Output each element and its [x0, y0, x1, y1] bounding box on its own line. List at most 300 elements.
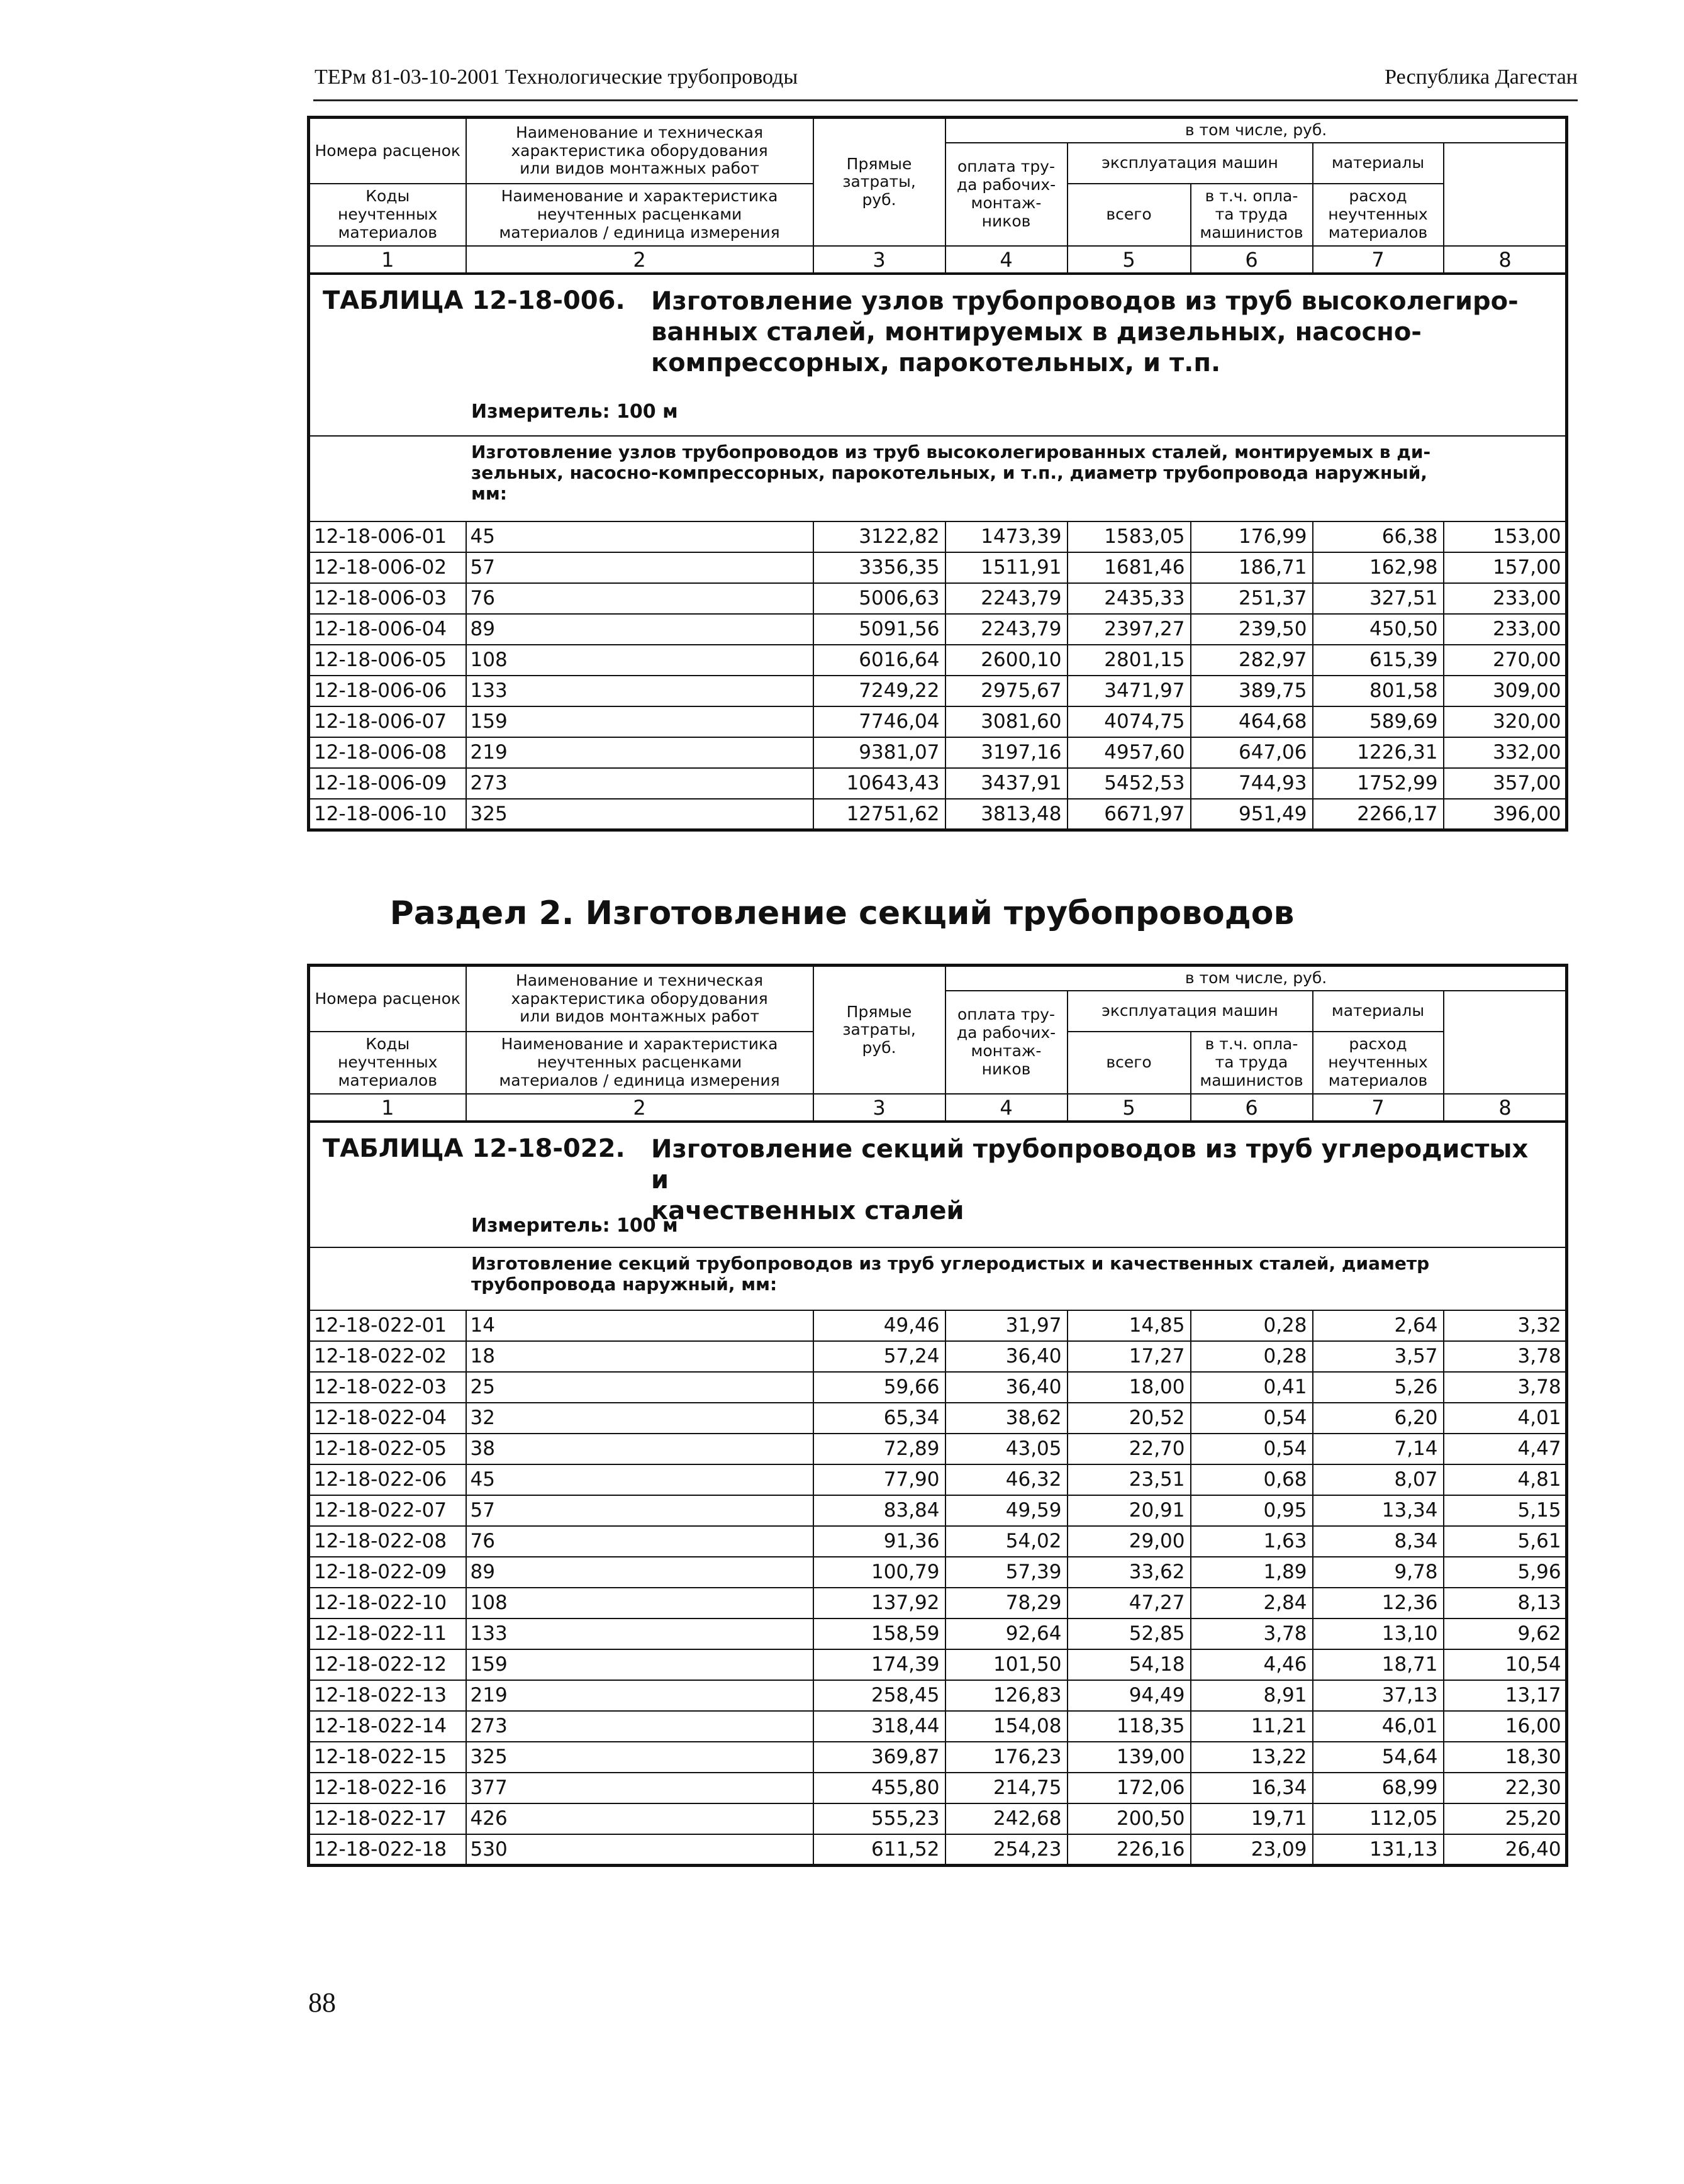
- value-cell: 154,08: [945, 1711, 1068, 1742]
- value-cell: 11,21: [1191, 1711, 1313, 1742]
- table-row: [309, 552, 1567, 583]
- value-cell: 2,64: [1313, 1310, 1444, 1341]
- table-row: [309, 1341, 1567, 1372]
- table-row: [309, 1526, 1567, 1557]
- table-row: [309, 1588, 1567, 1618]
- value-cell: 8,34: [1313, 1526, 1444, 1557]
- table-row: [309, 1372, 1567, 1403]
- rate-code-cell: 12-18-006-08: [309, 737, 466, 768]
- value-cell: 8,91: [1191, 1680, 1313, 1711]
- value-cell: 118,35: [1068, 1711, 1191, 1742]
- unit-of-measure: Измеритель: 100 м: [471, 401, 678, 423]
- value-cell: 59,66: [813, 1372, 945, 1403]
- value-cell: 0,95: [1191, 1495, 1313, 1526]
- header-rate-numbers: Номера расценок: [309, 966, 466, 1032]
- value-cell: 1226,31: [1313, 737, 1444, 768]
- value-cell: 2435,33: [1068, 583, 1191, 614]
- header-machinist-pay: в т.ч. опла- та труда машинистов: [1191, 1032, 1313, 1095]
- table-row: [309, 1310, 1567, 1341]
- header-material-codes: Коды неучтенных материалов: [309, 1032, 466, 1095]
- table-row: [309, 645, 1567, 676]
- header-machine-operation: эксплуатация машин: [1068, 991, 1313, 1032]
- diameter-cell: 133: [466, 1618, 813, 1649]
- value-cell: 94,49: [1068, 1680, 1191, 1711]
- rate-code-cell: 12-18-022-06: [309, 1464, 466, 1495]
- value-cell: 13,22: [1191, 1742, 1313, 1773]
- value-cell: 23,09: [1191, 1834, 1313, 1865]
- header-materials: материалы: [1313, 143, 1444, 184]
- value-cell: 78,29: [945, 1588, 1068, 1618]
- diameter-cell: 530: [466, 1834, 813, 1865]
- rate-code-cell: 12-18-006-04: [309, 614, 466, 645]
- rate-code-cell: 12-18-022-12: [309, 1649, 466, 1680]
- diameter-cell: 45: [466, 521, 813, 552]
- header-direct-costs: Прямые затраты, руб.: [813, 966, 945, 1095]
- table-row: [309, 1711, 1567, 1742]
- value-cell: 4,01: [1444, 1403, 1567, 1434]
- diameter-cell: 14: [466, 1310, 813, 1341]
- value-cell: 5091,56: [813, 614, 945, 645]
- table-row: [309, 1618, 1567, 1649]
- rate-code-cell: 12-18-022-18: [309, 1834, 466, 1865]
- value-cell: 1473,39: [945, 521, 1068, 552]
- value-cell: 137,92: [813, 1588, 945, 1618]
- value-cell: 615,39: [1313, 645, 1444, 676]
- diameter-cell: 325: [466, 1742, 813, 1773]
- group-subheader: Изготовление секций трубопроводов из труб углеродистых и качественных сталей, диаметр трубопровода наружный, мм:: [309, 1247, 1567, 1310]
- value-cell: 12,36: [1313, 1588, 1444, 1618]
- column-number: 8: [1444, 246, 1567, 274]
- value-cell: 0,54: [1191, 1403, 1313, 1434]
- header-machine-operation: эксплуатация машин: [1068, 143, 1313, 184]
- table-label: ТАБЛИЦА 12-18-022.: [323, 1134, 625, 1164]
- diameter-cell: 133: [466, 676, 813, 706]
- value-cell: 2975,67: [945, 676, 1068, 706]
- diameter-cell: 89: [466, 1557, 813, 1588]
- rate-code-cell: 12-18-022-05: [309, 1434, 466, 1464]
- diameter-cell: 38: [466, 1434, 813, 1464]
- header-work-name: Наименование и техническая характеристика оборудования или видов монтажных работ: [466, 966, 813, 1032]
- unit-of-measure: Измеритель: 100 м: [471, 1215, 678, 1237]
- value-cell: 214,75: [945, 1773, 1068, 1803]
- header-materials: материалы: [1313, 991, 1444, 1032]
- value-cell: 9381,07: [813, 737, 945, 768]
- header-including: в том числе, руб.: [945, 118, 1567, 143]
- diameter-cell: 76: [466, 583, 813, 614]
- header-materials-consumption: расход неучтенных материалов: [1313, 1032, 1444, 1095]
- value-cell: 54,18: [1068, 1649, 1191, 1680]
- value-cell: 5,26: [1313, 1372, 1444, 1403]
- value-cell: 0,28: [1191, 1310, 1313, 1341]
- value-cell: 647,06: [1191, 737, 1313, 768]
- value-cell: 318,44: [813, 1711, 945, 1742]
- diameter-cell: 25: [466, 1372, 813, 1403]
- diameter-cell: 108: [466, 1588, 813, 1618]
- value-cell: 17,27: [1068, 1341, 1191, 1372]
- rate-code-cell: 12-18-006-09: [309, 768, 466, 799]
- value-cell: 254,23: [945, 1834, 1068, 1865]
- value-cell: 455,80: [813, 1773, 945, 1803]
- value-cell: 5452,53: [1068, 768, 1191, 799]
- rate-code-cell: 12-18-022-09: [309, 1557, 466, 1588]
- rate-code-cell: 12-18-022-10: [309, 1588, 466, 1618]
- column-number: 3: [813, 1094, 945, 1122]
- column-number: 1: [309, 246, 466, 274]
- value-cell: 8,13: [1444, 1588, 1567, 1618]
- rate-code-cell: 12-18-022-11: [309, 1618, 466, 1649]
- table-row: [309, 799, 1567, 830]
- value-cell: 226,16: [1068, 1834, 1191, 1865]
- value-cell: 5006,63: [813, 583, 945, 614]
- value-cell: 3471,97: [1068, 676, 1191, 706]
- diameter-cell: 377: [466, 1773, 813, 1803]
- table-title-block: [309, 274, 1567, 436]
- value-cell: 555,23: [813, 1803, 945, 1834]
- header-labor-pay: оплата тру- да рабочих- монтаж- ников: [945, 143, 1068, 247]
- column-number: 5: [1068, 246, 1191, 274]
- rate-code-cell: 12-18-006-10: [309, 799, 466, 830]
- rate-code-cell: 12-18-022-13: [309, 1680, 466, 1711]
- rate-code-cell: 12-18-022-04: [309, 1403, 466, 1434]
- value-cell: 174,39: [813, 1649, 945, 1680]
- table-row: [309, 768, 1567, 799]
- value-cell: 4,46: [1191, 1649, 1313, 1680]
- value-cell: 10643,43: [813, 768, 945, 799]
- diameter-cell: 273: [466, 768, 813, 799]
- value-cell: 13,10: [1313, 1618, 1444, 1649]
- value-cell: 0,68: [1191, 1464, 1313, 1495]
- value-cell: 92,64: [945, 1618, 1068, 1649]
- value-cell: 4074,75: [1068, 706, 1191, 737]
- value-cell: 19,71: [1191, 1803, 1313, 1834]
- rate-code-cell: 12-18-022-17: [309, 1803, 466, 1834]
- column-number: 8: [1444, 1094, 1567, 1122]
- column-number: 3: [813, 246, 945, 274]
- value-cell: 101,50: [945, 1649, 1068, 1680]
- diameter-cell: 57: [466, 552, 813, 583]
- value-cell: 68,99: [1313, 1773, 1444, 1803]
- rate-code-cell: 12-18-022-07: [309, 1495, 466, 1526]
- diameter-cell: 76: [466, 1526, 813, 1557]
- value-cell: 57,24: [813, 1341, 945, 1372]
- diameter-cell: 89: [466, 614, 813, 645]
- column-number: 6: [1191, 246, 1313, 274]
- value-cell: 33,62: [1068, 1557, 1191, 1588]
- table-title-block: [309, 1122, 1567, 1247]
- header-labor-pay: оплата тру- да рабочих- монтаж- ников: [945, 991, 1068, 1095]
- rates-table-12-18-006: [307, 116, 1568, 832]
- diameter-cell: 18: [466, 1341, 813, 1372]
- table-row: [309, 1649, 1567, 1680]
- value-cell: 18,30: [1444, 1742, 1567, 1773]
- value-cell: 4,81: [1444, 1464, 1567, 1495]
- page-number: 88: [308, 1987, 336, 2018]
- rate-code-cell: 12-18-006-06: [309, 676, 466, 706]
- rate-code-cell: 12-18-022-01: [309, 1310, 466, 1341]
- value-cell: 1,89: [1191, 1557, 1313, 1588]
- diameter-cell: 219: [466, 737, 813, 768]
- column-number: 2: [466, 1094, 813, 1122]
- value-cell: 26,40: [1444, 1834, 1567, 1865]
- column-number: 4: [945, 246, 1068, 274]
- value-cell: 176,99: [1191, 521, 1313, 552]
- value-cell: 46,32: [945, 1464, 1068, 1495]
- value-cell: 327,51: [1313, 583, 1444, 614]
- table-row: [309, 1495, 1567, 1526]
- value-cell: 744,93: [1191, 768, 1313, 799]
- rate-code-cell: 12-18-022-15: [309, 1742, 466, 1773]
- header-machines-total: всего: [1068, 1032, 1191, 1095]
- diameter-cell: 219: [466, 1680, 813, 1711]
- table-row: [309, 521, 1567, 552]
- value-cell: 242,68: [945, 1803, 1068, 1834]
- value-cell: 357,00: [1444, 768, 1567, 799]
- value-cell: 37,13: [1313, 1680, 1444, 1711]
- value-cell: 66,38: [1313, 521, 1444, 552]
- rate-code-cell: 12-18-006-07: [309, 706, 466, 737]
- value-cell: 7,14: [1313, 1434, 1444, 1464]
- value-cell: 158,59: [813, 1618, 945, 1649]
- value-cell: 450,50: [1313, 614, 1444, 645]
- value-cell: 186,71: [1191, 552, 1313, 583]
- diameter-cell: 325: [466, 799, 813, 830]
- header-work-name: Наименование и техническая характеристика оборудования или видов монтажных работ: [466, 118, 813, 184]
- value-cell: 139,00: [1068, 1742, 1191, 1773]
- value-cell: 38,62: [945, 1403, 1068, 1434]
- value-cell: 12751,62: [813, 799, 945, 830]
- value-cell: 396,00: [1444, 799, 1567, 830]
- running-header: [313, 63, 1578, 101]
- value-cell: 20,52: [1068, 1403, 1191, 1434]
- value-cell: 83,84: [813, 1495, 945, 1526]
- table-row: [309, 737, 1567, 768]
- table-row: [309, 1773, 1567, 1803]
- header-including: в том числе, руб.: [945, 966, 1567, 991]
- value-cell: 6,20: [1313, 1403, 1444, 1434]
- rate-code-cell: 12-18-022-14: [309, 1711, 466, 1742]
- value-cell: 258,45: [813, 1680, 945, 1711]
- header-material-names: Наименование и характеристика неучтенных расценками материалов / единица измерения: [466, 184, 813, 247]
- diameter-cell: 45: [466, 1464, 813, 1495]
- rate-code-cell: 12-18-022-03: [309, 1372, 466, 1403]
- value-cell: 5,61: [1444, 1526, 1567, 1557]
- value-cell: 309,00: [1444, 676, 1567, 706]
- diameter-cell: 108: [466, 645, 813, 676]
- value-cell: 4,47: [1444, 1434, 1567, 1464]
- value-cell: 233,00: [1444, 583, 1567, 614]
- diameter-cell: 273: [466, 1711, 813, 1742]
- value-cell: 54,02: [945, 1526, 1068, 1557]
- table-row: [309, 1464, 1567, 1495]
- value-cell: 7746,04: [813, 706, 945, 737]
- value-cell: 52,85: [1068, 1618, 1191, 1649]
- value-cell: 131,13: [1313, 1834, 1444, 1865]
- header-material-names: Наименование и характеристика неучтенных расценками материалов / единица измерения: [466, 1032, 813, 1095]
- column-numbers-row: [309, 246, 1567, 274]
- rate-code-cell: 12-18-022-16: [309, 1773, 466, 1803]
- diameter-cell: 159: [466, 1649, 813, 1680]
- value-cell: 951,49: [1191, 799, 1313, 830]
- value-cell: 5,96: [1444, 1557, 1567, 1588]
- table-title: Изготовление узлов трубопроводов из труб высоколегиро- ванных сталей, монтируемых в дизельных, насосно- компрессорных, парокотельных, и т.п.: [651, 287, 1519, 377]
- column-number: 6: [1191, 1094, 1313, 1122]
- rate-code-cell: 12-18-022-02: [309, 1341, 466, 1372]
- value-cell: 3,57: [1313, 1341, 1444, 1372]
- value-cell: 10,54: [1444, 1649, 1567, 1680]
- table-row: [309, 1742, 1567, 1773]
- column-number: 5: [1068, 1094, 1191, 1122]
- value-cell: 1752,99: [1313, 768, 1444, 799]
- value-cell: 49,46: [813, 1310, 945, 1341]
- value-cell: 36,40: [945, 1341, 1068, 1372]
- region-name: Республика Дагестан: [1385, 65, 1578, 89]
- value-cell: 464,68: [1191, 706, 1313, 737]
- header-materials-consumption: расход неучтенных материалов: [1313, 184, 1444, 247]
- value-cell: 157,00: [1444, 552, 1567, 583]
- rate-code-cell: 12-18-006-02: [309, 552, 466, 583]
- value-cell: 3197,16: [945, 737, 1068, 768]
- value-cell: 2266,17: [1313, 799, 1444, 830]
- table-row: [309, 1680, 1567, 1711]
- table-row: [309, 676, 1567, 706]
- value-cell: 36,40: [945, 1372, 1068, 1403]
- value-cell: 369,87: [813, 1742, 945, 1773]
- value-cell: 1583,05: [1068, 521, 1191, 552]
- header-machines-total: всего: [1068, 184, 1191, 247]
- value-cell: 3437,91: [945, 768, 1068, 799]
- value-cell: 239,50: [1191, 614, 1313, 645]
- value-cell: 3081,60: [945, 706, 1068, 737]
- table-row: [309, 1434, 1567, 1464]
- table-row: [309, 1403, 1567, 1434]
- value-cell: 16,34: [1191, 1773, 1313, 1803]
- value-cell: 20,91: [1068, 1495, 1191, 1526]
- value-cell: 0,41: [1191, 1372, 1313, 1403]
- value-cell: 29,00: [1068, 1526, 1191, 1557]
- rate-code-cell: 12-18-006-01: [309, 521, 466, 552]
- value-cell: 251,37: [1191, 583, 1313, 614]
- value-cell: 2243,79: [945, 614, 1068, 645]
- value-cell: 7249,22: [813, 676, 945, 706]
- value-cell: 18,00: [1068, 1372, 1191, 1403]
- rate-code-cell: 12-18-022-08: [309, 1526, 466, 1557]
- table-title: Изготовление секций трубопроводов из труб углеродистых и качественных сталей: [651, 1135, 1529, 1225]
- value-cell: 2600,10: [945, 645, 1068, 676]
- value-cell: 9,78: [1313, 1557, 1444, 1588]
- value-cell: 611,52: [813, 1834, 945, 1865]
- value-cell: 13,34: [1313, 1495, 1444, 1526]
- value-cell: 172,06: [1068, 1773, 1191, 1803]
- value-cell: 4957,60: [1068, 737, 1191, 768]
- value-cell: 1511,91: [945, 552, 1068, 583]
- column-number: 4: [945, 1094, 1068, 1122]
- value-cell: 57,39: [945, 1557, 1068, 1588]
- value-cell: 8,07: [1313, 1464, 1444, 1495]
- diameter-cell: 32: [466, 1403, 813, 1434]
- value-cell: 49,59: [945, 1495, 1068, 1526]
- diameter-cell: 57: [466, 1495, 813, 1526]
- value-cell: 3,78: [1191, 1618, 1313, 1649]
- diameter-cell: 159: [466, 706, 813, 737]
- header-rate-numbers: Номера расценок: [309, 118, 466, 184]
- value-cell: 389,75: [1191, 676, 1313, 706]
- value-cell: 3813,48: [945, 799, 1068, 830]
- value-cell: 801,58: [1313, 676, 1444, 706]
- value-cell: 54,64: [1313, 1742, 1444, 1773]
- column-numbers-row: [309, 1094, 1567, 1122]
- value-cell: 13,17: [1444, 1680, 1567, 1711]
- value-cell: 126,83: [945, 1680, 1068, 1711]
- value-cell: 2,84: [1191, 1588, 1313, 1618]
- value-cell: 0,54: [1191, 1434, 1313, 1464]
- value-cell: 112,05: [1313, 1803, 1444, 1834]
- column-number: 1: [309, 1094, 466, 1122]
- diameter-cell: 426: [466, 1803, 813, 1834]
- value-cell: 3,78: [1444, 1372, 1567, 1403]
- value-cell: 270,00: [1444, 645, 1567, 676]
- value-cell: 200,50: [1068, 1803, 1191, 1834]
- table-row: [309, 1803, 1567, 1834]
- value-cell: 3122,82: [813, 521, 945, 552]
- value-cell: 23,51: [1068, 1464, 1191, 1495]
- value-cell: 2397,27: [1068, 614, 1191, 645]
- value-cell: 3,78: [1444, 1341, 1567, 1372]
- table-row: [309, 706, 1567, 737]
- value-cell: 47,27: [1068, 1588, 1191, 1618]
- value-cell: 3,32: [1444, 1310, 1567, 1341]
- table-row: [309, 614, 1567, 645]
- section-heading: Раздел 2. Изготовление секций трубопроводов: [389, 894, 1295, 932]
- value-cell: 5,15: [1444, 1495, 1567, 1526]
- value-cell: 22,70: [1068, 1434, 1191, 1464]
- value-cell: 6016,64: [813, 645, 945, 676]
- header-direct-costs: Прямые затраты, руб.: [813, 118, 945, 247]
- document-title: ТЕРм 81-03-10-2001 Технологические трубопроводы: [315, 65, 798, 89]
- value-cell: 282,97: [1191, 645, 1313, 676]
- value-cell: 72,89: [813, 1434, 945, 1464]
- value-cell: 162,98: [1313, 552, 1444, 583]
- column-number: 7: [1313, 1094, 1444, 1122]
- header-material-codes: Коды неучтенных материалов: [309, 184, 466, 247]
- table-row: [309, 1834, 1567, 1865]
- value-cell: 31,97: [945, 1310, 1068, 1341]
- value-cell: 233,00: [1444, 614, 1567, 645]
- value-cell: 43,05: [945, 1434, 1068, 1464]
- value-cell: 91,36: [813, 1526, 945, 1557]
- value-cell: 332,00: [1444, 737, 1567, 768]
- value-cell: 3356,35: [813, 552, 945, 583]
- column-number: 7: [1313, 246, 1444, 274]
- value-cell: 0,28: [1191, 1341, 1313, 1372]
- value-cell: 2243,79: [945, 583, 1068, 614]
- group-subheader: Изготовление узлов трубопроводов из труб высоколегированных сталей, монтируемых в ди- зельных, насосно-компрессорных, парокотельных, и т.п., диаметр трубопровода наружный, мм:: [309, 436, 1567, 521]
- value-cell: 320,00: [1444, 706, 1567, 737]
- value-cell: 2801,15: [1068, 645, 1191, 676]
- value-cell: 100,79: [813, 1557, 945, 1588]
- table-row: [309, 1557, 1567, 1588]
- value-cell: 77,90: [813, 1464, 945, 1495]
- value-cell: 1681,46: [1068, 552, 1191, 583]
- value-cell: 18,71: [1313, 1649, 1444, 1680]
- value-cell: 22,30: [1444, 1773, 1567, 1803]
- value-cell: 1,63: [1191, 1526, 1313, 1557]
- table-row: [309, 583, 1567, 614]
- value-cell: 6671,97: [1068, 799, 1191, 830]
- value-cell: 65,34: [813, 1403, 945, 1434]
- value-cell: 589,69: [1313, 706, 1444, 737]
- table-body: [309, 521, 1567, 830]
- rates-table-12-18-022: [307, 964, 1568, 1867]
